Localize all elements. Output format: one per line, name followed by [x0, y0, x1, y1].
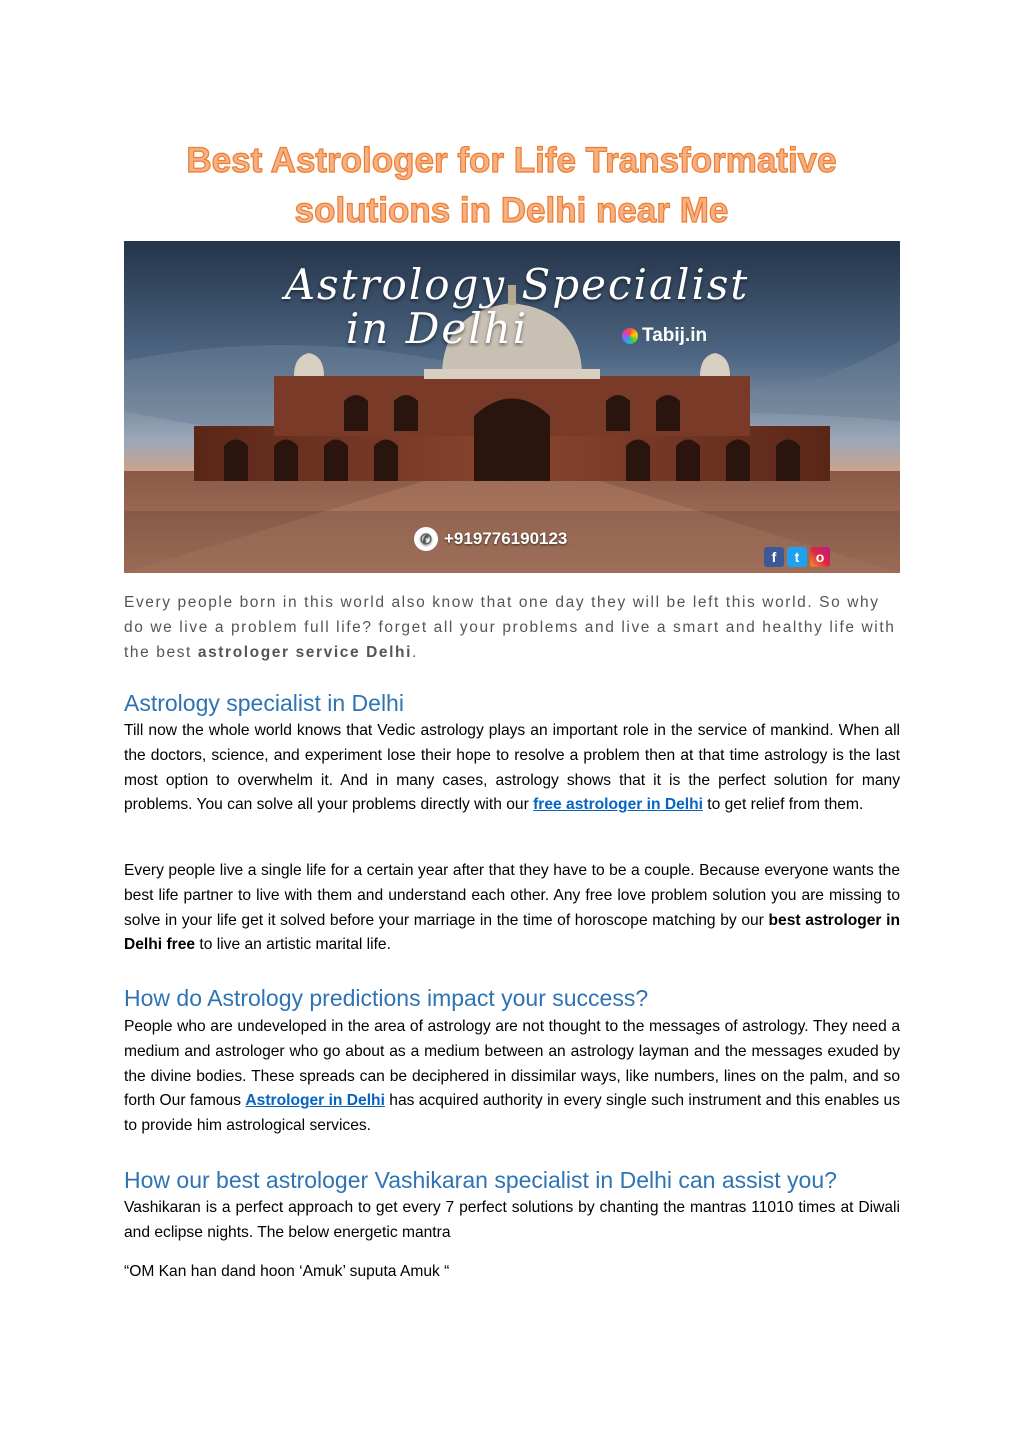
hero-heading-line-2: in Delhi: [345, 304, 529, 353]
intro-paragraph: [124, 590, 900, 665]
hero-heading-line-1: Astrology Specialist: [284, 260, 750, 309]
section-heading-astrology-specialist: Astrology specialist in Delhi: [124, 690, 404, 716]
intro-end: .: [412, 644, 418, 661]
twitter-icon: t: [787, 547, 807, 567]
s1-p1-text: Till now the whole world knows that Vedic astrology plays an important role in the service of mankind. When all the doctors, science, and experiment lose their hope to resolve a problem then at that time astrology is the last most option to overwhelm it. And in many cases, astrology shows that it is the perfect solution for many problems. You can solve all your problems directly with our: [124, 722, 900, 814]
s1-p1-end: to get relief from them.: [702, 796, 864, 814]
phone-contact: [414, 527, 567, 551]
brand-logo: [622, 325, 707, 347]
section-2-paragraph: [124, 1015, 900, 1139]
page-title: [100, 136, 923, 236]
section-heading-vashikaran: How our best astrologer Vashikaran specialist in Delhi can assist you?: [124, 1167, 837, 1193]
section-1-paragraph-1: [124, 719, 900, 818]
intro-text: Every people born in this world also know that one day they will be left this world. So why do we live a problem full life? forget all your problems and live a smart and healthy life with the best: [124, 594, 896, 661]
instagram-icon: o: [810, 547, 830, 567]
s1-p2-end: to live an artistic marital life.: [195, 936, 391, 954]
intro-bold: astrologer service Delhi: [197, 644, 413, 661]
social-icons: [764, 547, 830, 567]
s2-p-end: has acquired authority in every single such instrument and this enables us to provide him astrological services.: [124, 1092, 900, 1135]
astrologer-in-delhi-link[interactable]: Astrologer in Delhi: [245, 1092, 385, 1110]
brand-logo-icon: [622, 328, 638, 344]
s2-p-text: People who are undeveloped in the area of astrology are not thought to the messages of astrology. They need a medium and astrologer who go about as a medium between an astrology layman and the messages exuded by the divine bodies. These spreads can be deciphered in dissimilar ways, like numbers, lines on the palm, and so forth Our famous: [124, 1018, 900, 1110]
free-astrologer-link[interactable]: free astrologer in Delhi: [533, 796, 703, 814]
phone-number: +919776190123: [444, 529, 568, 548]
s1-p2-bold: best astrologer in Delhi free: [124, 911, 900, 954]
section-3-paragraph: Vashikaran is a perfect approach to get every 7 perfect solutions by chanting the mantras 11010 times at Diwali and eclipse nights. The below energetic mantra: [124, 1199, 900, 1241]
mantra-quote: “OM Kan han dand hoon ‘Amuk’ suputa Amuk “: [124, 1263, 450, 1280]
phone-icon: ✆: [414, 527, 438, 551]
facebook-icon: f: [764, 547, 784, 567]
hero-image: [124, 241, 900, 573]
title-line-1: Best Astrologer for Life Transformative: [186, 141, 837, 180]
title-line-2: solutions in Delhi near Me: [294, 191, 729, 230]
hero-heading: [124, 260, 900, 353]
brand-name: Tabij.in: [642, 325, 708, 346]
s1-p2-text: Every people live a single life for a certain year after that they have to be a couple. Because everyone wants the best life partner to live with them and understand each other. Any free love problem solution you are missing to solve in your life get it solved before your marriage in the time of horoscope matching by our: [124, 862, 900, 929]
section-1-paragraph-2: [124, 859, 900, 958]
section-heading-predictions: How do Astrology predictions impact your success?: [124, 985, 649, 1011]
